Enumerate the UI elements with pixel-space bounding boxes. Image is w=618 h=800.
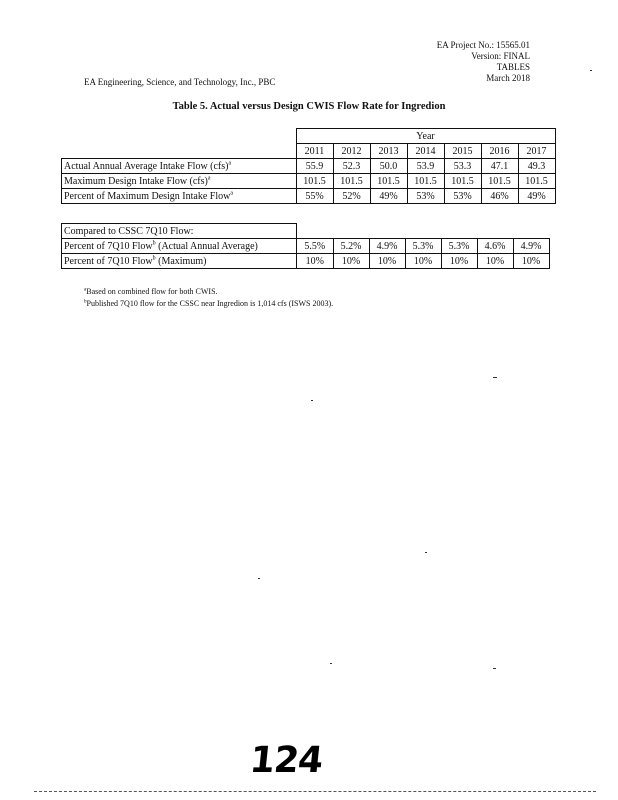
value-cell: 5.3% (441, 239, 477, 254)
table-caption: Table 5. Actual versus Design CWIS Flow Rate for Ingredion (172, 101, 446, 112)
table-row (62, 174, 556, 189)
value-cell: 5.2% (333, 239, 369, 254)
value-cell: 49% (370, 189, 407, 204)
row-label: Percent of 7Q10 Flow$^b$ (Maximum) (62, 254, 297, 269)
scan-speck (493, 377, 497, 378)
value-cell: 53.3 (444, 159, 481, 174)
year-header: Year (296, 129, 555, 144)
value-cell: 50.0 (370, 159, 407, 174)
year-cell: 2013 (370, 144, 407, 159)
value-cell: 4.9% (369, 239, 405, 254)
table-row (62, 239, 550, 254)
scan-speck (258, 578, 260, 579)
value-cell: 10% (369, 254, 405, 269)
value-cell: 53.9 (407, 159, 444, 174)
value-cell: 101.5 (481, 174, 518, 189)
7q10-comparison-table (61, 223, 550, 269)
value-cell: 5.3% (405, 239, 441, 254)
row-label: Actual Annual Average Intake Flow (cfs)$^a$ (62, 159, 297, 174)
footnote-b: $^b$Published 7Q10 flow for the CSSC near Ingredion is 1,014 cfs (ISWS 2003). (84, 299, 334, 308)
scan-speck (311, 400, 313, 401)
value-cell: 101.5 (518, 174, 555, 189)
report-date: March 2018 (486, 73, 530, 83)
project-number: EA Project No.: 15565.01 (436, 40, 530, 50)
scan-speck (590, 70, 592, 71)
value-cell: 52% (333, 189, 370, 204)
section-label: TABLES (496, 62, 530, 72)
year-cell: 2011 (296, 144, 333, 159)
scan-speck (493, 668, 496, 669)
value-cell: 49.3 (518, 159, 555, 174)
value-cell: 101.5 (296, 174, 333, 189)
value-cell: 10% (333, 254, 369, 269)
page-bottom-rule (34, 791, 596, 792)
footnote-a: $^a$Based on combined flow for both CWIS. (84, 287, 218, 296)
scan-speck (330, 663, 332, 664)
table-row (62, 189, 556, 204)
row-label: Maximum Design Intake Flow (cfs)$^a$ (62, 174, 297, 189)
year-cell: 2015 (444, 144, 481, 159)
value-cell: 4.6% (477, 239, 513, 254)
table-row (62, 159, 556, 174)
footnotes (84, 286, 333, 310)
row-label: Percent of 7Q10 Flow$^b$ (Actual Annual Average) (62, 239, 297, 254)
comparison-heading: Compared to CSSC 7Q10 Flow: (62, 224, 297, 239)
year-cell: 2017 (518, 144, 555, 159)
value-cell: 53% (407, 189, 444, 204)
value-cell: 101.5 (407, 174, 444, 189)
version: Version: FINAL (471, 51, 530, 61)
handwritten-page-number: 124 (247, 740, 325, 781)
value-cell: 49% (518, 189, 555, 204)
value-cell: 55% (296, 189, 333, 204)
value-cell: 5.5% (297, 239, 334, 254)
value-cell: 10% (441, 254, 477, 269)
company-name: EA Engineering, Science, and Technology, Inc., PBC (84, 77, 276, 87)
value-cell: 46% (481, 189, 518, 204)
scan-speck (425, 552, 427, 553)
value-cell: 101.5 (333, 174, 370, 189)
row-label: Percent of Maximum Design Intake Flow$^a$ (62, 189, 297, 204)
value-cell: 52.3 (333, 159, 370, 174)
value-cell: 10% (297, 254, 334, 269)
value-cell: 53% (444, 189, 481, 204)
value-cell: 4.9% (513, 239, 549, 254)
project-info-block (437, 40, 530, 84)
year-cell: 2012 (333, 144, 370, 159)
year-cell: 2014 (407, 144, 444, 159)
value-cell: 10% (405, 254, 441, 269)
value-cell: 101.5 (444, 174, 481, 189)
value-cell: 47.1 (481, 159, 518, 174)
value-cell: 10% (513, 254, 549, 269)
value-cell: 55.9 (296, 159, 333, 174)
value-cell: 101.5 (370, 174, 407, 189)
table-row (62, 254, 550, 269)
value-cell: 10% (477, 254, 513, 269)
year-cell: 2016 (481, 144, 518, 159)
flow-rate-table (61, 128, 556, 204)
